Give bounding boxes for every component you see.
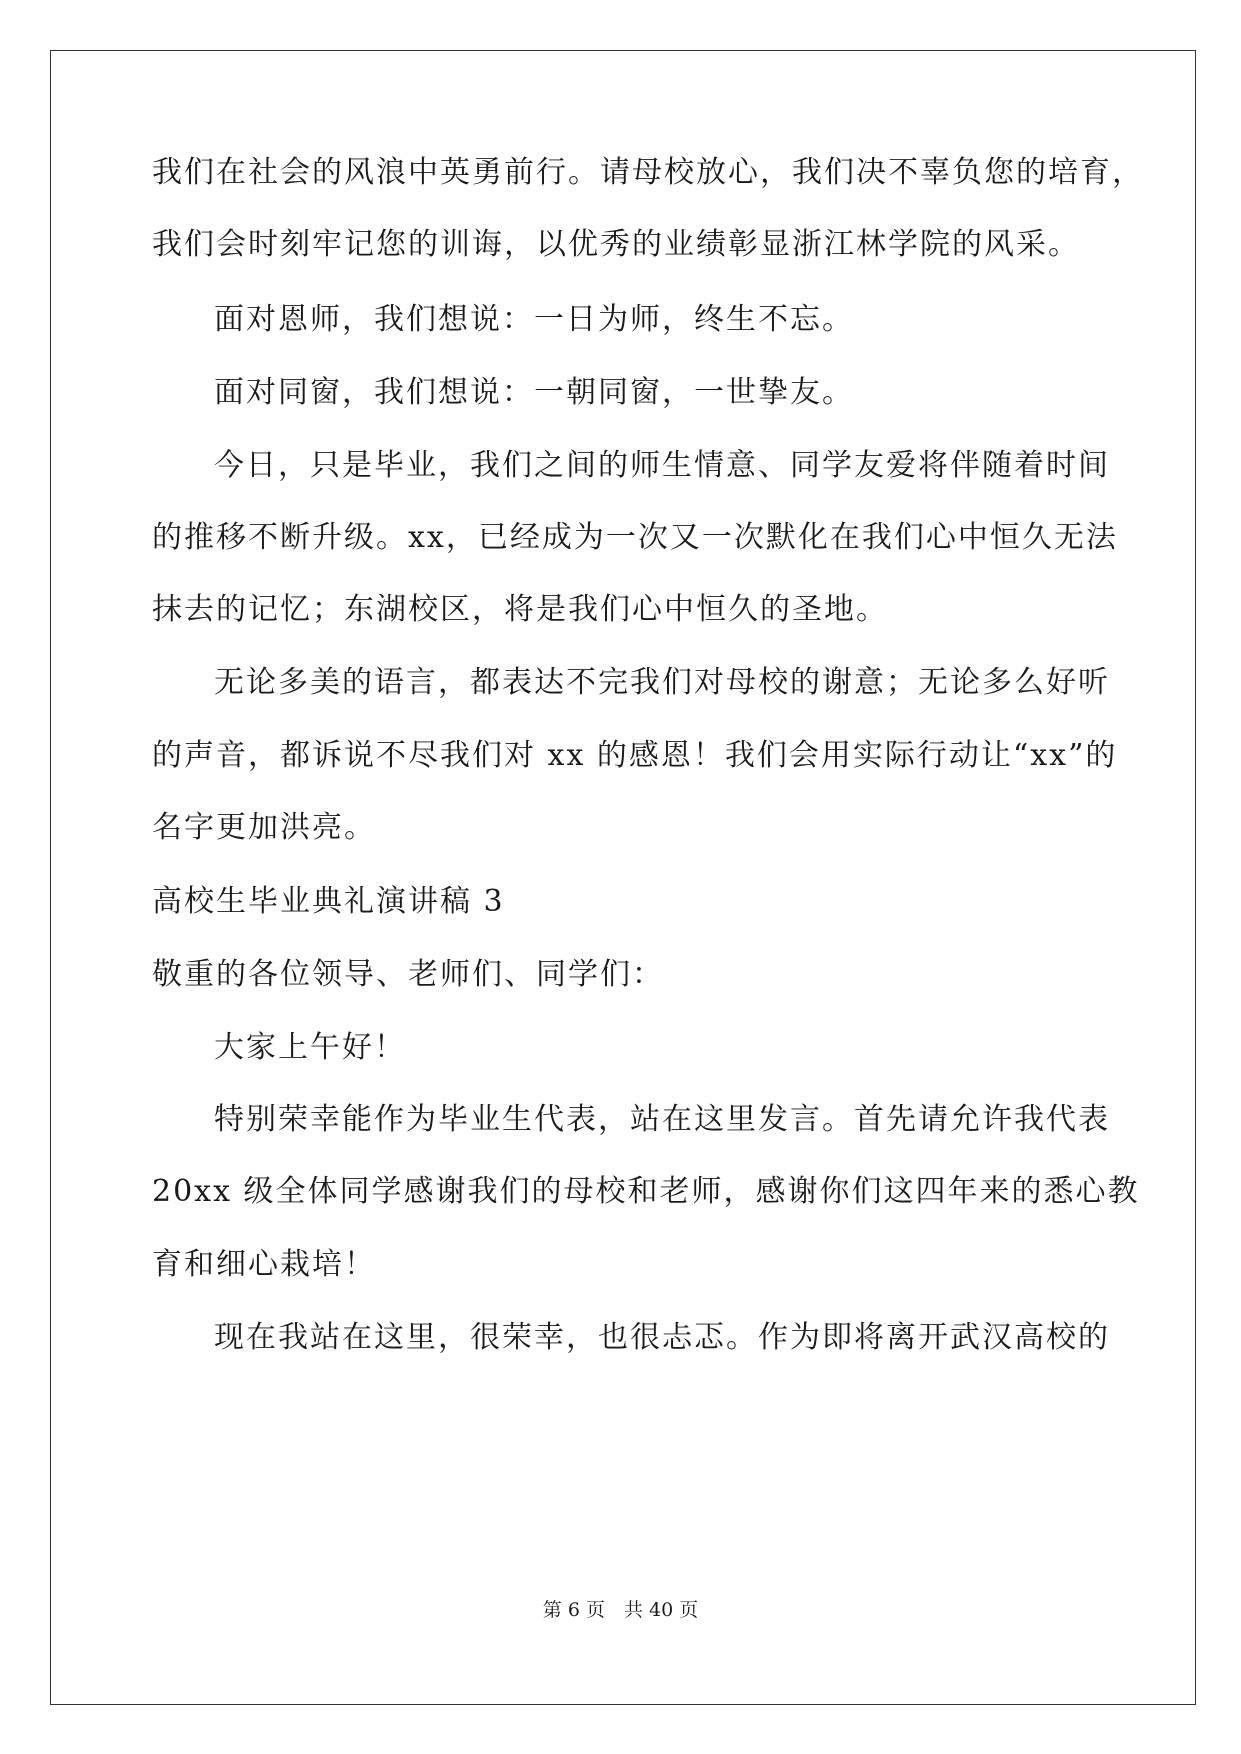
text-line: 面对恩师，我们想说：一日为师，终生不忘。	[214, 302, 854, 337]
section-heading: 高校生毕业典礼演讲稿 3	[152, 884, 505, 919]
text-line: 抹去的记忆；东湖校区，将是我们心中恒久的圣地。	[152, 592, 888, 627]
page-border	[50, 50, 1196, 1705]
text-line: 我们在社会的风浪中英勇前行。请母校放心，我们决不辜负您的培育，	[152, 155, 1144, 190]
greeting: 大家上午好！	[214, 1030, 406, 1065]
text-line: 无论多美的语言，都表达不完我们对母校的谢意；无论多么好听	[214, 665, 1110, 700]
text-line: 20xx 级全体同学感谢我们的母校和老师，感谢你们这四年来的悉心教	[152, 1174, 1140, 1209]
text-line: 的声音，都诉说不尽我们对 xx 的感恩！我们会用实际行动让“xx”的	[152, 738, 1118, 773]
text-line: 今日，只是毕业，我们之间的师生情意、同学友爱将伴随着时间	[214, 448, 1110, 483]
text-line: 育和细心栽培！	[152, 1247, 376, 1282]
text-line: 现在我站在这里，很荣幸，也很忐忑。作为即将离开武汉高校的	[214, 1320, 1110, 1355]
page-number: 第 6 页 共 40 页	[542, 1599, 699, 1621]
text-line: 特别荣幸能作为毕业生代表，站在这里发言。首先请允许我代表	[214, 1102, 1110, 1137]
text-line: 的推移不断升级。xx，已经成为一次又一次默化在我们心中恒久无法	[152, 520, 1118, 555]
text-line: 我们会时刻牢记您的训诲，以优秀的业绩彰显浙江林学院的风采。	[152, 227, 1080, 262]
text-line: 面对同窗，我们想说：一朝同窗，一世挚友。	[214, 375, 854, 410]
salutation: 敬重的各位领导、老师们、同学们：	[152, 957, 664, 992]
text-line: 名字更加洪亮。	[152, 810, 376, 845]
